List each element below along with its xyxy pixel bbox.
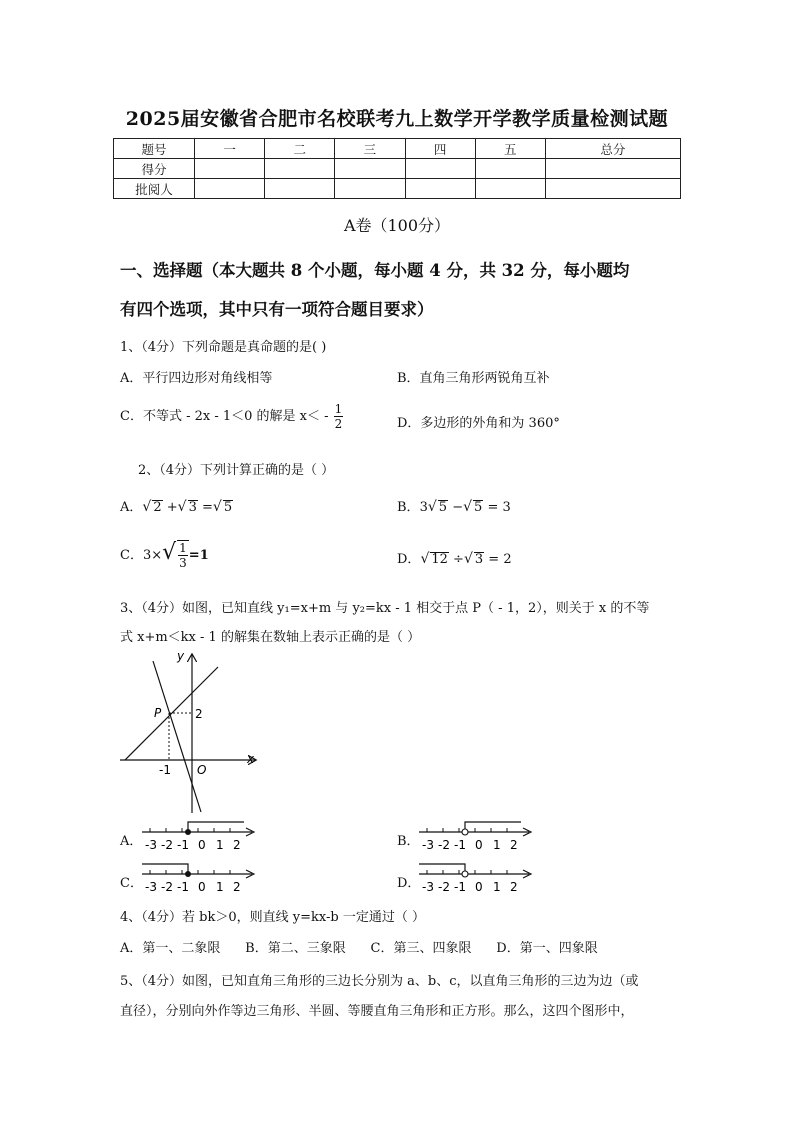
score-table-row	[114, 159, 681, 179]
q5-line1: 5、（4分）如图，已知直角三角形的三边长分别为 a、b、c，以直角三角形的三边为边（或	[120, 974, 639, 989]
option-label: C．	[120, 548, 143, 563]
q3-option-a-label: A．	[120, 834, 143, 849]
solid-dot	[185, 871, 191, 877]
tick-label: 1	[493, 880, 501, 894]
sqrt-sign: √	[420, 551, 430, 567]
tick-label: 0	[475, 838, 483, 852]
sqrt-sign: √	[463, 551, 473, 567]
tick-label: 1	[216, 880, 224, 894]
radicand: 5	[438, 500, 448, 515]
number-line-c	[140, 860, 260, 898]
fraction-denominator: 3	[179, 556, 187, 570]
coefficient: 3	[419, 500, 428, 515]
line-y2	[153, 661, 201, 812]
q1-option-b: B．直角三角形两锐角互补	[397, 371, 550, 386]
operator: ÷	[453, 552, 464, 567]
section-a-title: A卷（100分）	[343, 216, 451, 235]
tick-label: -3	[145, 838, 157, 852]
table-cell: 得分	[114, 159, 195, 179]
table-cell[interactable]	[545, 159, 680, 179]
q3-stem-line1: 3、（4分）如图，已知直线 y₁=x+m 与 y₂=kx - 1 相交于点 P（ - 1，2），则关于 x 的不等	[120, 601, 650, 616]
tick-label: -3	[422, 880, 434, 894]
tick-label: 0	[198, 880, 206, 894]
hollow-dot	[462, 829, 468, 835]
q2-stem: 2、（4分）下列计算正确的是（ ）	[138, 463, 335, 478]
sqrt-sign: √	[427, 499, 437, 515]
table-cell: 题号	[114, 139, 195, 159]
coefficient: 3×	[142, 548, 163, 563]
tick-label: -3	[422, 838, 434, 852]
q3-option-c-label: C．	[120, 876, 143, 891]
tick-label: -2	[161, 880, 173, 894]
table-cell[interactable]	[335, 179, 405, 199]
y-tick-2: 2	[195, 707, 203, 721]
number-line-d	[417, 860, 537, 898]
tick-label: 2	[233, 838, 241, 852]
operator: =1	[188, 548, 209, 563]
score-table	[113, 138, 681, 199]
table-cell: 批阅人	[114, 179, 195, 199]
table-cell: 四	[405, 139, 475, 159]
radicand: 2	[153, 500, 162, 515]
table-cell[interactable]	[475, 159, 545, 179]
score-table-row	[114, 179, 681, 199]
q2-option-a	[120, 496, 233, 515]
tick-label: -1	[454, 838, 466, 852]
tick-label: 2	[510, 838, 518, 852]
fraction-numerator: 1	[334, 402, 343, 416]
sqrt-sign: √	[177, 499, 187, 515]
q5-line2: 直径），分别向外作等边三角形、半圆、等腰直角三角形和正方形。那么，这四个图形中，	[120, 1004, 634, 1019]
tick-label: 2	[233, 880, 241, 894]
q3-option-d-label: D．	[397, 876, 421, 891]
table-cell[interactable]	[545, 179, 680, 199]
tick-label: 0	[475, 880, 483, 894]
sqrt-sign: √	[142, 499, 152, 515]
x-label: x	[247, 752, 255, 766]
fraction-numerator: 1	[179, 541, 187, 555]
table-cell[interactable]	[405, 179, 475, 199]
q4-options: A．第一、二象限 B．第二、三象限 C．第三、四象限 D．第一、四象限	[120, 941, 598, 956]
table-cell[interactable]	[475, 179, 545, 199]
solid-dot	[185, 829, 191, 835]
q1-option-d: D．多边形的外角和为 360°	[397, 416, 560, 431]
operator: =	[201, 500, 213, 515]
operator: = 2	[488, 552, 512, 567]
operator: = 3	[487, 500, 511, 515]
table-cell[interactable]	[195, 159, 265, 179]
part1-heading-line1: 一、选择题（本大题共 8 个小题，每小题 4 分，共 32 分，每小题均	[120, 261, 630, 280]
tick-label: -1	[177, 880, 189, 894]
table-cell[interactable]	[265, 159, 335, 179]
radicand: 5	[474, 500, 483, 515]
sqrt-sign: √	[212, 499, 222, 515]
line-y1	[125, 667, 218, 760]
x-tick-neg1: -1	[159, 763, 171, 777]
table-cell[interactable]	[195, 179, 265, 199]
fraction	[178, 541, 188, 570]
table-cell[interactable]	[335, 159, 405, 179]
origin-label: O	[197, 763, 207, 777]
tick-label: -1	[454, 880, 466, 894]
sqrt-sign: √	[463, 499, 473, 515]
table-cell: 五	[475, 139, 545, 159]
table-cell: 三	[335, 139, 405, 159]
radicand: 3	[188, 500, 197, 515]
option-label: B．	[397, 500, 420, 515]
q2-option-c	[120, 540, 209, 570]
operator: −	[452, 500, 464, 515]
q1-stem: 1、（4分）下列命题是真命题的是( )	[120, 340, 327, 355]
q1-option-c-text: C．不等式 - 2x - 1＜0 的解是 x＜ -	[120, 409, 329, 424]
table-cell: 总分	[545, 139, 680, 159]
table-cell: 二	[265, 139, 335, 159]
radicand: 5	[223, 500, 233, 515]
q2-option-b	[397, 496, 511, 515]
page-title: 2025届安徽省合肥市名校联考九上数学开学教学质量检测试题	[125, 108, 669, 130]
fraction-denominator: 2	[334, 417, 343, 431]
tick-label: -2	[438, 880, 450, 894]
tick-label: -2	[438, 838, 450, 852]
radicand: 3	[474, 552, 484, 567]
hollow-dot	[462, 871, 468, 877]
table-cell: 一	[195, 139, 265, 159]
point-p-label: P	[154, 706, 162, 720]
radicand: 12	[431, 552, 448, 567]
table-cell[interactable]	[405, 159, 475, 179]
number-line-b	[417, 818, 537, 856]
tick-label: -1	[177, 838, 189, 852]
table-cell[interactable]	[265, 179, 335, 199]
q1-option-c	[120, 402, 344, 431]
tick-label: 1	[493, 838, 501, 852]
q3-option-b-label: B．	[397, 834, 420, 849]
radicand	[177, 540, 189, 570]
q3-coordinate-graph	[115, 645, 265, 815]
tick-label: 2	[510, 880, 518, 894]
score-table-header-row	[114, 139, 681, 159]
tick-label: -3	[145, 880, 157, 894]
option-label: D．	[397, 552, 421, 567]
tick-label: -2	[161, 838, 173, 852]
part1-heading-line2: 有四个选项，其中只有一项符合题目要求）	[120, 300, 434, 319]
q3-stem-line2: 式 x+m＜kx - 1 的解集在数轴上表示正确的是（ ）	[120, 630, 421, 645]
sqrt-sign: √	[162, 540, 177, 565]
tick-label: 0	[198, 838, 206, 852]
number-line-a	[140, 818, 260, 856]
q1-option-a: A．平行四边形对角线相等	[120, 371, 273, 386]
operator: +	[166, 500, 178, 515]
q4-stem: 4、（4分）若 bk＞0，则直线 y=kx-b 一定通过（ ）	[120, 910, 425, 925]
y-label: y	[177, 649, 185, 663]
fraction	[334, 402, 344, 431]
q2-option-d	[397, 548, 512, 567]
tick-label: 1	[216, 838, 224, 852]
option-label: A．	[120, 500, 143, 515]
